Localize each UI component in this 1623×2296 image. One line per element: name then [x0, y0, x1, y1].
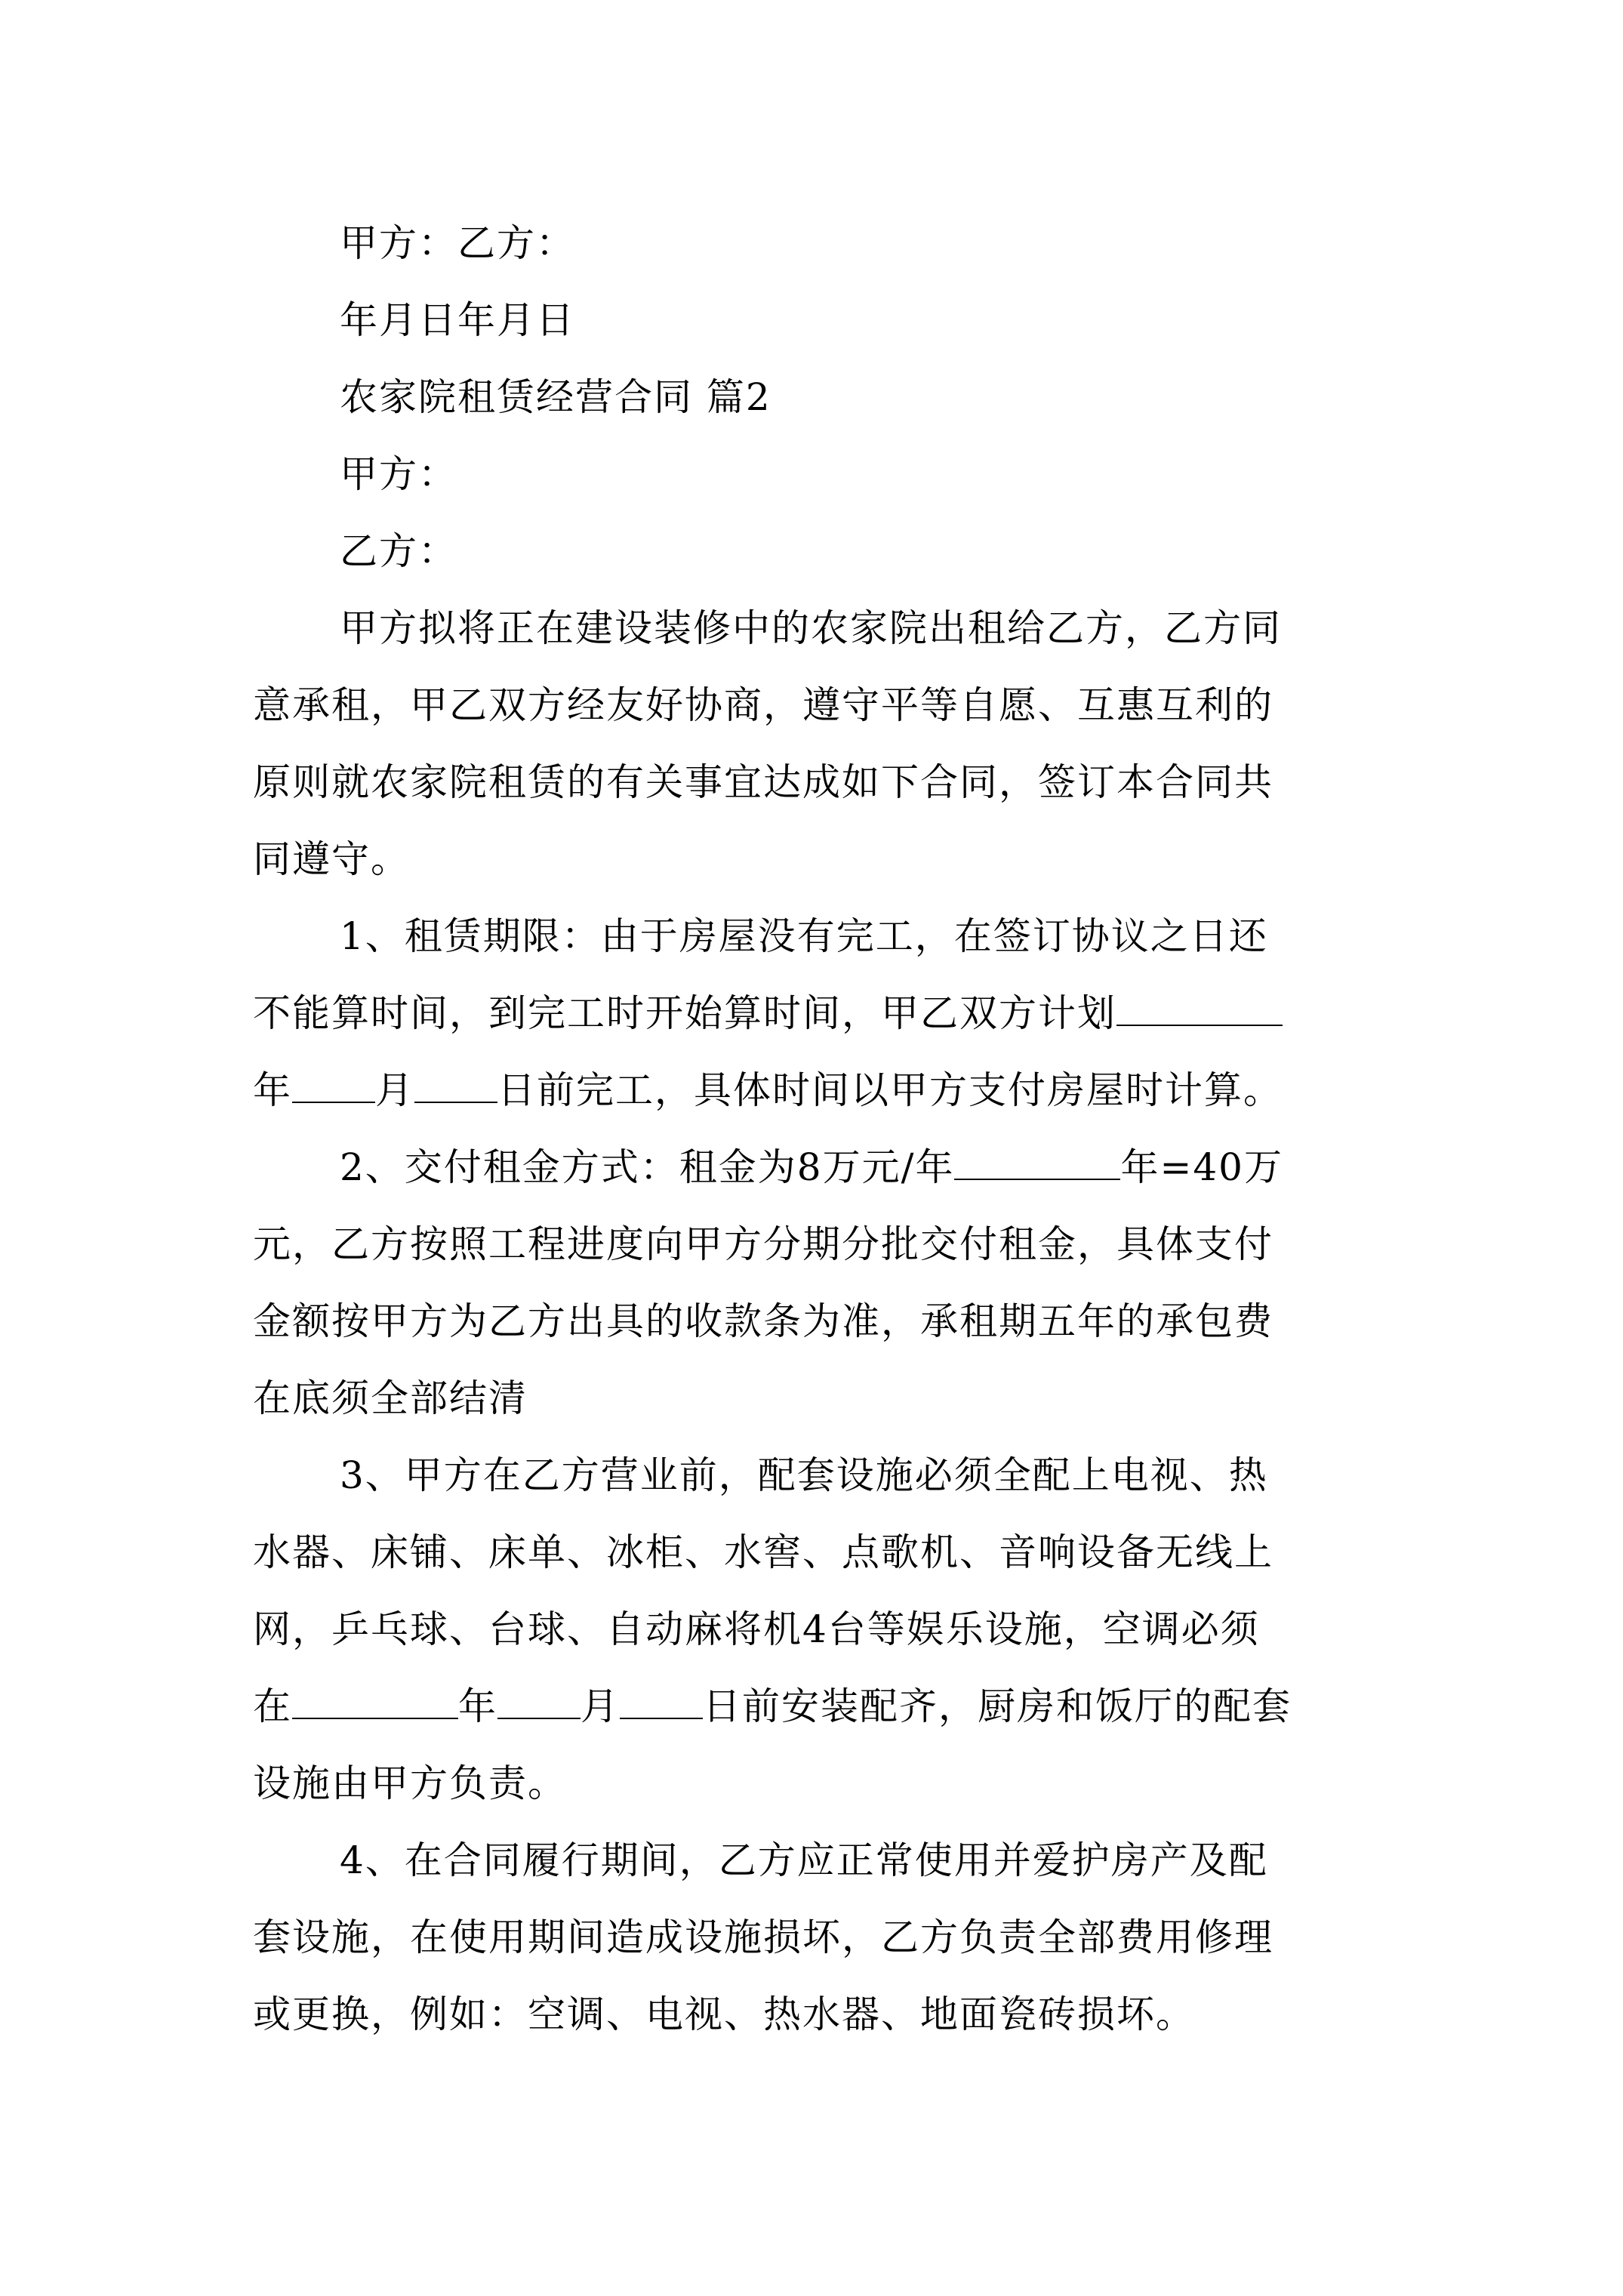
paragraph-line: 1、租赁期限：由于房屋没有完工，在签订协议之日还: [340, 914, 1268, 958]
blank-year-underline: [1116, 991, 1283, 1026]
section-title: 农家院租赁经营合同 篇2: [340, 375, 771, 419]
paragraph-line: 意承租，甲乙双方经友好协商，遵守平等自愿、互惠互利的: [253, 683, 1273, 727]
paragraph-line: 原则就农家院租赁的有关事宜达成如下合同，签订本合同共: [253, 760, 1273, 804]
clause-text: 不能算时间，到完工时开始算时间，甲乙双方计划: [253, 991, 1116, 1035]
paragraph-line: 或更换，例如：空调、电视、热水器、地面瓷砖损坏。: [253, 1992, 1195, 2036]
clause-text: 月: [375, 1068, 414, 1112]
clause-text: 日前完工，具体时间以甲方支付房屋时计算。: [497, 1068, 1283, 1112]
paragraph-line: 水器、床铺、床单、冰柜、水窖、点歌机、音响设备无线上: [253, 1530, 1273, 1574]
paragraph-line: 同遵守。: [253, 837, 410, 881]
date-line: 年月日年月日: [340, 298, 575, 342]
party-a-label: 甲方：: [340, 452, 457, 496]
clause-text: 年=40万: [1120, 1145, 1283, 1189]
blank-day-underline: [414, 1068, 497, 1103]
blank-year-underline: [292, 1684, 458, 1719]
blank-years-underline: [954, 1145, 1120, 1180]
paragraph-line: [253, 1684, 1385, 1729]
clause-text: 年: [458, 1684, 497, 1728]
paragraph-line: 在底须全部结清: [253, 1376, 528, 1420]
clause-text: 2、交付租金方式：租金为8万元/年: [340, 1145, 955, 1189]
paragraph-line: [340, 1145, 1472, 1190]
blank-month-underline: [497, 1684, 581, 1719]
clause-text: 月: [581, 1684, 620, 1728]
party-b-label: 乙方：: [340, 529, 457, 573]
clause-text: 年: [253, 1068, 292, 1112]
blank-month-underline: [292, 1068, 375, 1103]
paragraph-line: 套设施，在使用期间造成设施损坏，乙方负责全部费用修理: [253, 1915, 1273, 1959]
paragraph-line: 网，乒乓球、台球、自动麻将机4台等娱乐设施，空调必须: [253, 1607, 1260, 1651]
paragraph-line: 甲方拟将正在建设装修中的农家院出租给乙方，乙方同: [340, 606, 1282, 650]
blank-day-underline: [620, 1684, 703, 1719]
paragraph-line: [253, 991, 1385, 1036]
signature-line: 甲方：乙方：: [340, 221, 575, 265]
clause-text: 日前安装配齐，厨房和饭厅的配套: [703, 1684, 1292, 1728]
paragraph-line: 3、甲方在乙方营业前，配套设施必须全配上电视、热: [340, 1453, 1268, 1497]
paragraph-line: 4、在合同履行期间，乙方应正常使用并爱护房产及配: [340, 1838, 1268, 1882]
paragraph-line: [253, 1068, 1385, 1113]
paragraph-line: 金额按甲方为乙方出具的收款条为准，承租期五年的承包费: [253, 1299, 1273, 1343]
paragraph-line: 设施由甲方负责。: [253, 1761, 567, 1805]
paragraph-line: 元，乙方按照工程进度向甲方分期分批交付租金，具体支付: [253, 1222, 1273, 1266]
clause-text: 在: [253, 1684, 292, 1728]
